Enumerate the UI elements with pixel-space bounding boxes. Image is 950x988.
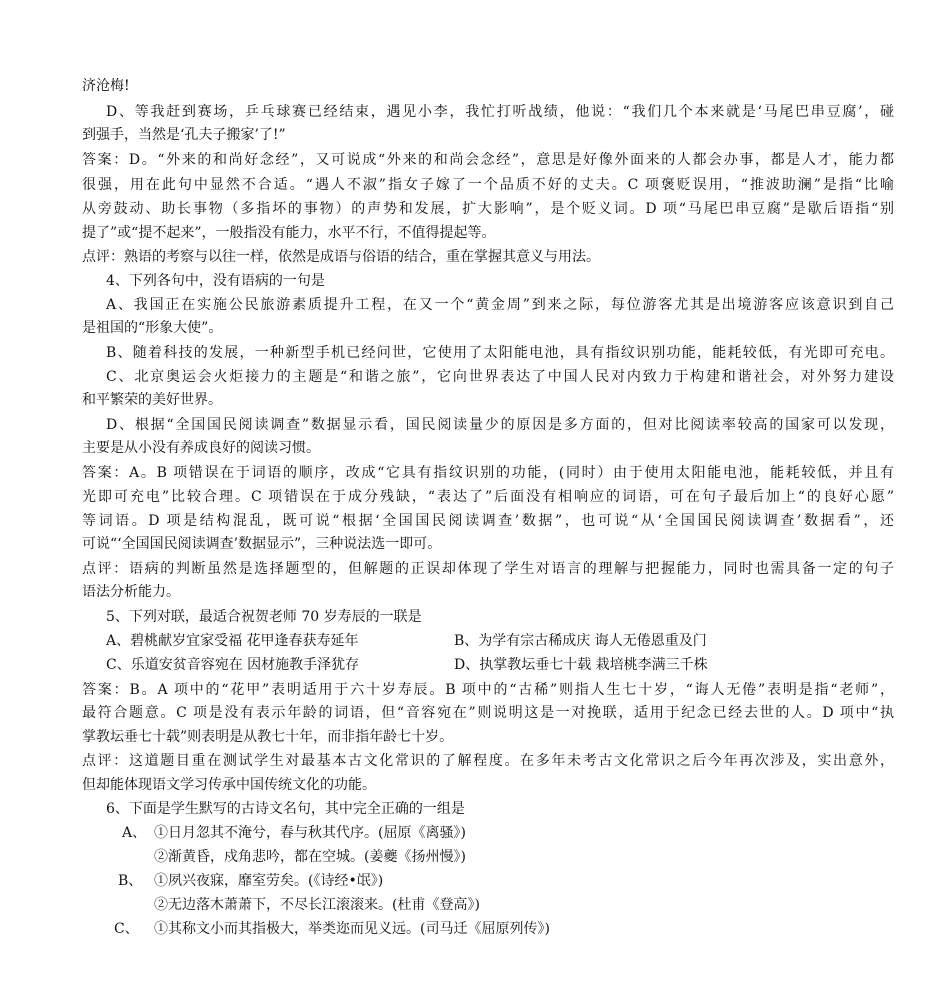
couplet-option-a: A、碧桃献岁宜家受福 花甲逢春获寿延年 [106, 633, 359, 649]
text-line: 到强手，当然是‘孔夫子搬家’了!” [82, 127, 286, 143]
text-line: 主要是从小没有养成良好的阅读习惯。 [82, 440, 320, 456]
poem-line: ①其称文小而其指极大，举类迩而见义远。(司马迁《屈原列传》) [154, 921, 550, 937]
option-a-line: A、我国正在实施公民旅游素质提升工程，在又一个“黄金周”到来之际，每位游客尤其是出境游客应该意识到自己 [106, 297, 894, 313]
answer-line: 答案：A。B 项错误在于词语的顺序，改成“它具有指纹识别的功能，(同时）由于使用太阳能电池，能耗较低，并且有 [82, 465, 894, 481]
answer-line: 可说“‘全国国民阅读调查’数据显示”，三种说法选一即可。 [82, 536, 442, 552]
poem-option-c-label: C、 [114, 921, 139, 937]
answer-line: 答案：D。“外来的和尚好念经”，又可说成“外来的和尚会念经”，意思是好像外面来的人都会办事，都是人才，能力都 [82, 152, 894, 168]
text-line: 是祖国的“形象大使”。 [82, 320, 223, 336]
answer-line: 最符合题意。C 项是没有表示年龄的词语，但“音容宛在”则说明这是一对挽联，适用于纪念已经去世的人。D 项中“执 [82, 705, 894, 721]
answer-line: 答案：B。A 项中的“花甲”表明适用于六十岁寿辰。B 项中的“古稀”则指人生七十岁，“诲人无倦”表明是指“老师”， [82, 682, 894, 698]
question-5-title: 5、下列对联，最适合祝贺老师 70 岁寿辰的一联是 [106, 609, 422, 625]
comment-line: 但却能体现语文学习传承中国传统文化的功能。 [82, 777, 376, 793]
answer-line: 提了”或“提不起来”，一般指没有能力，水平不行，不值得提起等。 [82, 225, 496, 241]
comment-line: 点评：这道题目重在测试学生对最基本古文化常识的了解程度。在多年未考古文化常识之后今年再次涉及，实出意外， [82, 753, 894, 769]
answer-line: 从旁鼓动、助长事物（多指坏的事物）的声势和发展，扩大影响”，是个贬义词。D 项“马尾巴串豆腐”是歇后语指“别 [82, 201, 894, 217]
poem-option-b-label: B、 [118, 873, 143, 889]
option-d-line: D、等我赶到赛场，乒乓球赛已经结束，遇见小李，我忙打听战绩，他说：“我们几个本来就是‘马尾巴串豆腐’，碰 [106, 104, 894, 120]
couplet-option-d: D、执掌教坛垂七十载 栽培桃李满三千株 [454, 657, 708, 673]
text-line: 和平繁荣的美好世界。 [82, 392, 222, 408]
option-d-line: D、根据“全国国民阅读调查”数据显示看，国民阅读量少的原因是多方面的，但对比阅读率较高的国家可以发现， [106, 417, 894, 433]
poem-line: ②渐黄昏，戍角悲吟，都在空城。(姜夔《扬州慢》) [154, 849, 466, 865]
answer-line: 很强，用在此句中显然不合适。“遇人不淑”指女子嫁了一个品质不好的丈夫。C 项褒贬误用，“推波助澜”是指“比喻 [82, 177, 894, 193]
couplet-option-c: C、乐道安贫音容宛在 因材施教手泽犹存 [106, 657, 360, 673]
comment-line: 语法分析能力。 [82, 584, 180, 600]
question-4-title: 4、下列各句中，没有语病的一句是 [106, 273, 325, 289]
poem-line: ①夙兴夜寐，靡室劳矣。(《诗经•氓》) [154, 873, 384, 889]
answer-line: 等词语。D 项是结构混乱，既可说“根据‘全国国民阅读调查’数据”，也可说“从‘全国国民阅读调查’数据看”，还 [82, 513, 894, 529]
text-line: 济沧梅! [82, 78, 130, 94]
couplet-option-b: B、为学有宗古稀成庆 诲人无倦恩重及门 [454, 633, 707, 649]
poem-line: ①日月忽其不淹兮，春与秋其代序。(屈原《离骚》) [154, 825, 466, 841]
answer-line: 光即可充电”比较合理。C 项错误在于成分残缺，“表达了”后面没有相响应的词语，可在句子最后加上“的良好心愿” [82, 489, 894, 505]
poem-option-a-label: A、 [122, 825, 147, 841]
option-c-line: C、北京奥运会火炬接力的主题是“和谐之旅”，它向世界表达了中国人民对内致力于构建和谐社会，对外努力建设 [106, 369, 894, 385]
question-6-title: 6、下面是学生默写的古诗文名句，其中完全正确的一组是 [106, 801, 465, 817]
option-b-line: B、随着科技的发展，一种新型手机已经问世，它使用了太阳能电池，具有指纹识别功能，能耗较低，有光即可充电。 [106, 345, 894, 361]
comment-line: 点评：语病的判断虽然是选择题型的，但解题的正误却体现了学生对语言的理解与把握能力，同时也需具备一定的句子 [82, 561, 894, 577]
comment-line: 点评：熟语的考察与以往一样，依然是成语与俗语的结合，重在掌握其意义与用法。 [82, 249, 600, 265]
poem-line: ②无边落木萧萧下，不尽长江滚滚来。(杜甫《登高》) [154, 897, 480, 913]
answer-line: 掌教坛垂七十载”则表明是从教七十年，而非指年龄七十岁。 [82, 729, 454, 745]
